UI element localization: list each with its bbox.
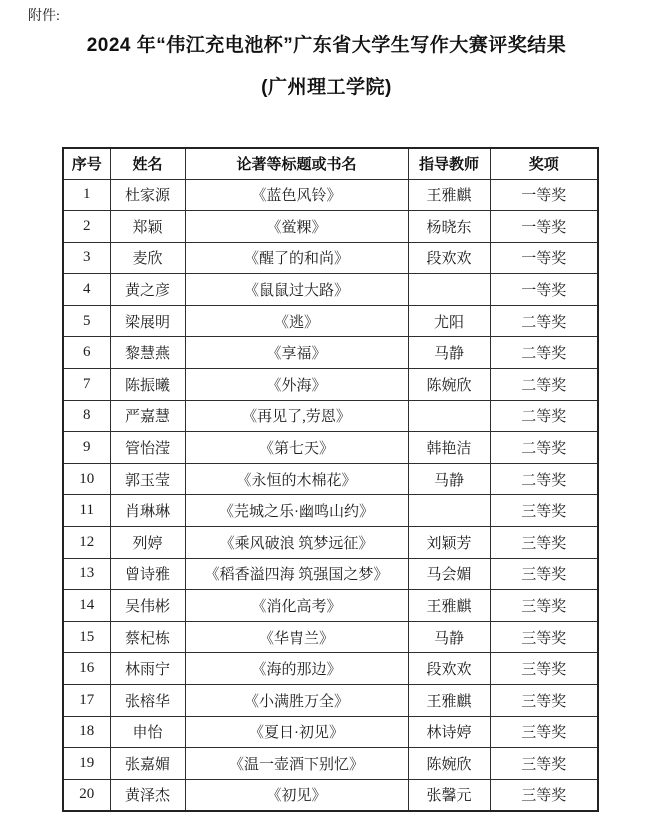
cell-no: 9 [63,432,110,464]
cell-name: 杜家源 [110,179,185,211]
page-title: 2024 年“伟江充电池杯”广东省大学生写作大赛评奖结果 [86,35,567,56]
cell-title: 《永恒的木棉花》 [185,463,408,495]
cell-no: 20 [63,779,110,811]
cell-name: 黎慧燕 [110,337,185,369]
cell-title: 《享福》 [185,337,408,369]
cell-name: 曾诗雅 [110,558,185,590]
cell-name: 郭玉莹 [110,463,185,495]
header-title: 论著等标题或书名 [185,148,408,179]
cell-title: 《海的那边》 [185,653,408,685]
cell-award: 三等奖 [490,748,598,780]
header-row [63,148,598,179]
cell-title: 《鼠鼠过大路》 [185,274,408,306]
cell-title: 《夏日·初见》 [185,716,408,748]
cell-title: 《逃》 [185,305,408,337]
cell-advisor: 马静 [408,337,490,369]
cell-no: 18 [63,716,110,748]
header-advisor: 指导教师 [408,148,490,179]
cell-name: 麦欣 [110,242,185,274]
table-row [63,305,598,337]
cell-advisor: 刘颖芳 [408,527,490,559]
cell-no: 3 [63,242,110,274]
table-row [63,211,598,243]
table-row [63,179,598,211]
cell-advisor: 尤阳 [408,305,490,337]
cell-title: 《稻香溢四海 筑强国之梦》 [185,558,408,590]
cell-name: 吴伟彬 [110,590,185,622]
cell-title: 《醒了的和尚》 [185,242,408,274]
page-subtitle: (广州理工学院) [261,77,392,98]
cell-name: 张榕华 [110,685,185,717]
table-row [63,463,598,495]
cell-award: 二等奖 [490,369,598,401]
header-award: 奖项 [490,148,598,179]
cell-advisor: 王雅麒 [408,590,490,622]
table-row [63,337,598,369]
cell-award: 三等奖 [490,716,598,748]
cell-title: 《第七天》 [185,432,408,464]
cell-award: 二等奖 [490,432,598,464]
cell-title: 《乘风破浪 筑梦远征》 [185,527,408,559]
cell-name: 肖琳琳 [110,495,185,527]
cell-title: 《温一壶酒下别忆》 [185,748,408,780]
cell-title: 《鲎粿》 [185,211,408,243]
cell-title: 《蓝色风铃》 [185,179,408,211]
cell-name: 管怡滢 [110,432,185,464]
table-row [63,369,598,401]
cell-advisor: 林诗婷 [408,716,490,748]
cell-name: 列婷 [110,527,185,559]
cell-advisor: 段欢欢 [408,653,490,685]
cell-no: 1 [63,179,110,211]
table-row [63,495,598,527]
cell-no: 16 [63,653,110,685]
cell-title: 《芫城之乐·幽鸣山约》 [185,495,408,527]
cell-name: 梁展明 [110,305,185,337]
cell-no: 8 [63,400,110,432]
cell-no: 2 [63,211,110,243]
cell-no: 19 [63,748,110,780]
cell-name: 申怡 [110,716,185,748]
cell-name: 蔡杞栋 [110,621,185,653]
cell-no: 7 [63,369,110,401]
cell-advisor: 段欢欢 [408,242,490,274]
cell-title: 《消化高考》 [185,590,408,622]
cell-name: 黄之彦 [110,274,185,306]
cell-award: 一等奖 [490,274,598,306]
cell-no: 12 [63,527,110,559]
cell-advisor [408,400,490,432]
cell-advisor: 马静 [408,621,490,653]
cell-no: 13 [63,558,110,590]
table-row [63,590,598,622]
cell-advisor [408,274,490,306]
cell-award: 一等奖 [490,242,598,274]
cell-name: 陈振曦 [110,369,185,401]
table-row [63,685,598,717]
table-row [63,400,598,432]
table-row [63,621,598,653]
table-row [63,748,598,780]
cell-title: 《华胄兰》 [185,621,408,653]
cell-name: 黄泽杰 [110,779,185,811]
cell-award: 三等奖 [490,527,598,559]
header-name: 姓名 [110,148,185,179]
cell-no: 4 [63,274,110,306]
cell-advisor: 马会媚 [408,558,490,590]
cell-award: 一等奖 [490,211,598,243]
cell-advisor: 马静 [408,463,490,495]
cell-name: 严嘉慧 [110,400,185,432]
table-row [63,779,598,811]
cell-no: 6 [63,337,110,369]
table-row [63,432,598,464]
cell-advisor: 王雅麒 [408,685,490,717]
cell-advisor: 陈婉欣 [408,748,490,780]
table-row [63,558,598,590]
cell-name: 张嘉媚 [110,748,185,780]
cell-name: 郑颖 [110,211,185,243]
cell-no: 14 [63,590,110,622]
table-row [63,653,598,685]
cell-award: 二等奖 [490,305,598,337]
cell-name: 林雨宁 [110,653,185,685]
cell-award: 三等奖 [490,621,598,653]
cell-advisor [408,495,490,527]
cell-no: 10 [63,463,110,495]
table-header [63,148,598,179]
table-body [63,179,598,811]
cell-award: 二等奖 [490,400,598,432]
cell-award: 二等奖 [490,463,598,495]
cell-no: 17 [63,685,110,717]
cell-award: 三等奖 [490,558,598,590]
results-table [62,147,599,812]
cell-no: 5 [63,305,110,337]
cell-advisor: 韩艳洁 [408,432,490,464]
cell-title: 《外海》 [185,369,408,401]
cell-award: 一等奖 [490,179,598,211]
cell-award: 三等奖 [490,779,598,811]
cell-advisor: 杨晓东 [408,211,490,243]
header-no: 序号 [63,148,110,179]
cell-advisor: 王雅麒 [408,179,490,211]
cell-advisor: 张馨元 [408,779,490,811]
cell-award: 二等奖 [490,337,598,369]
table-row [63,242,598,274]
cell-award: 三等奖 [490,653,598,685]
attachment-label: 附件: [28,9,60,24]
cell-title: 《再见了,劳恩》 [185,400,408,432]
cell-award: 三等奖 [490,685,598,717]
cell-title: 《小满胜万全》 [185,685,408,717]
table-row [63,527,598,559]
table-row [63,716,598,748]
cell-advisor: 陈婉欣 [408,369,490,401]
cell-no: 11 [63,495,110,527]
cell-award: 三等奖 [490,590,598,622]
cell-title: 《初见》 [185,779,408,811]
cell-no: 15 [63,621,110,653]
table-row [63,274,598,306]
cell-award: 三等奖 [490,495,598,527]
